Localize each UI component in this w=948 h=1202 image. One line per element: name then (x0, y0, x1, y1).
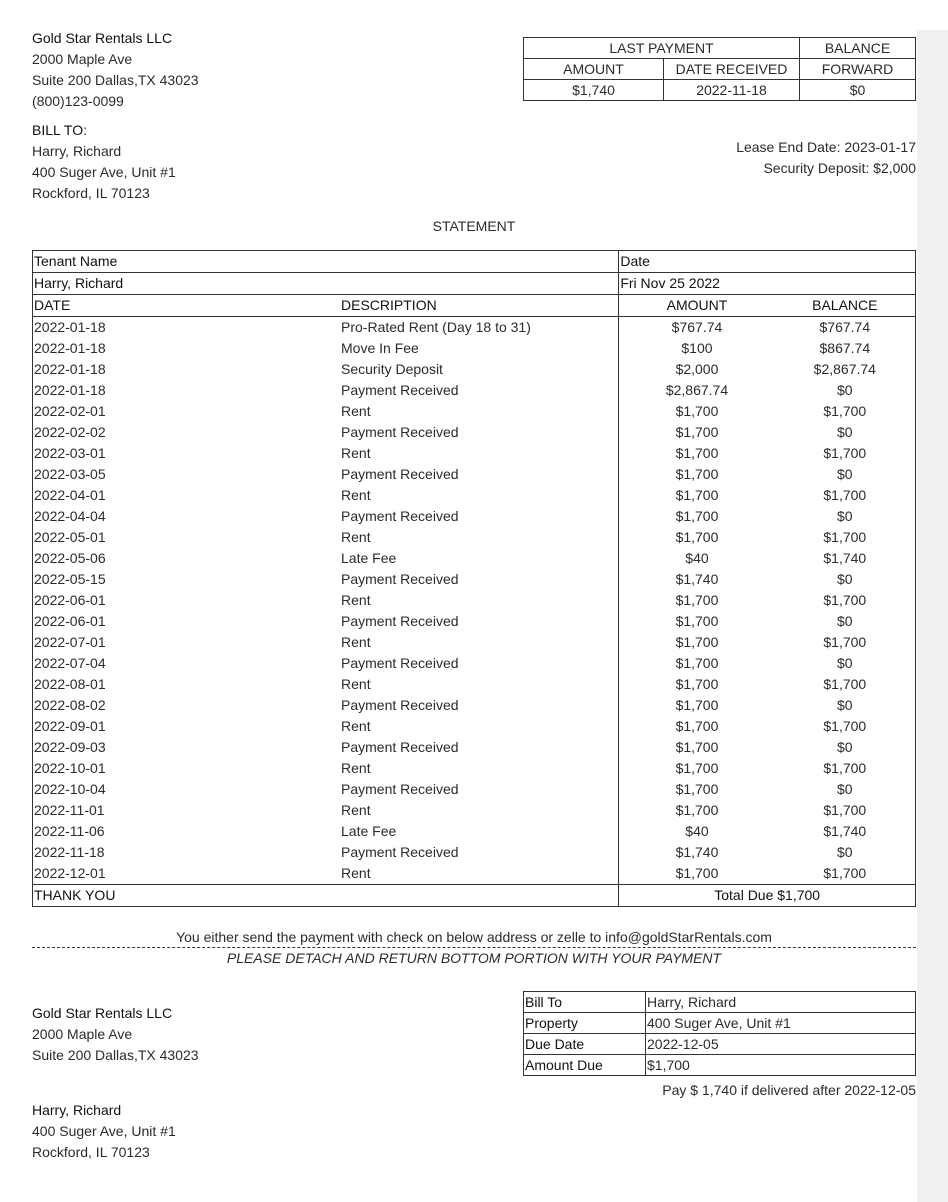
remit-company-address-line-2: Suite 200 Dallas,TX 43023 (32, 1047, 199, 1063)
row-amount: $40 (619, 548, 775, 569)
company-block (32, 28, 199, 112)
tenant-name: Harry, Richard (33, 273, 619, 295)
row-description: Rent (340, 485, 619, 506)
table-row (33, 548, 916, 569)
table-row (33, 380, 916, 401)
row-description: Rent (340, 863, 619, 885)
company-phone: (800)123-0099 (32, 93, 124, 109)
total-due: Total Due $1,700 (619, 885, 916, 907)
table-row (33, 863, 916, 885)
table-row (33, 800, 916, 821)
bill-to-address-line-1: 400 Suger Ave, Unit #1 (32, 164, 176, 180)
row-description: Payment Received (340, 569, 619, 590)
row-date: 2022-05-15 (33, 569, 341, 590)
company-name: Gold Star Rentals LLC (32, 30, 173, 46)
row-description: Rent (340, 401, 619, 422)
row-balance: $0 (775, 380, 916, 401)
remit-amount-due-value: $1,700 (646, 1055, 916, 1076)
row-description: Payment Received (340, 842, 619, 863)
bill-to-address-line-2: Rockford, IL 70123 (32, 185, 150, 201)
row-description: Move In Fee (340, 338, 619, 359)
last-payment-date: 2022-11-18 (664, 80, 800, 101)
row-balance: $2,867.74 (775, 359, 916, 380)
column-header-date: DATE (33, 295, 341, 317)
row-description: Rent (340, 674, 619, 695)
row-description: Payment Received (340, 464, 619, 485)
row-date: 2022-01-18 (33, 317, 341, 339)
row-amount: $1,700 (619, 737, 775, 758)
row-date: 2022-08-02 (33, 695, 341, 716)
table-row (33, 611, 916, 632)
row-amount: $1,700 (619, 863, 775, 885)
column-header-description: DESCRIPTION (340, 295, 619, 317)
remit-bill-to-label: Bill To (524, 992, 646, 1013)
row-amount: $1,700 (619, 464, 775, 485)
row-amount: $1,700 (619, 653, 775, 674)
table-row (33, 338, 916, 359)
row-date: 2022-03-05 (33, 464, 341, 485)
row-amount: $1,700 (619, 800, 775, 821)
row-balance: $1,700 (775, 527, 916, 548)
row-date: 2022-10-01 (33, 758, 341, 779)
row-balance: $1,700 (775, 800, 916, 821)
row-balance: $0 (775, 779, 916, 800)
row-date: 2022-04-04 (33, 506, 341, 527)
row-description: Rent (340, 758, 619, 779)
table-row (33, 716, 916, 737)
row-description: Payment Received (340, 422, 619, 443)
row-amount: $1,740 (619, 569, 775, 590)
row-balance: $1,700 (775, 758, 916, 779)
row-date: 2022-09-03 (33, 737, 341, 758)
row-date: 2022-11-01 (33, 800, 341, 821)
row-balance: $1,700 (775, 401, 916, 422)
thank-you-note: THANK YOU (33, 885, 619, 907)
statement-date: Fri Nov 25 2022 (619, 273, 916, 295)
row-balance: $1,700 (775, 863, 916, 885)
row-amount: $1,700 (619, 485, 775, 506)
last-payment-amount: $1,740 (524, 80, 664, 101)
row-amount: $1,700 (619, 779, 775, 800)
row-date: 2022-12-01 (33, 863, 341, 885)
row-amount: $1,700 (619, 401, 775, 422)
row-description: Pro-Rated Rent (Day 18 to 31) (340, 317, 619, 339)
table-row (33, 506, 916, 527)
row-amount: $100 (619, 338, 775, 359)
row-amount: $1,700 (619, 443, 775, 464)
row-balance: $0 (775, 842, 916, 863)
row-description: Rent (340, 443, 619, 464)
table-row (33, 632, 916, 653)
row-balance: $0 (775, 695, 916, 716)
row-date: 2022-02-01 (33, 401, 341, 422)
row-description: Late Fee (340, 548, 619, 569)
company-address-line-2: Suite 200 Dallas,TX 43023 (32, 72, 199, 88)
statement-title: STATEMENT (432, 218, 516, 234)
bill-to-label: BILL TO: (32, 122, 87, 138)
row-balance: $1,700 (775, 590, 916, 611)
row-balance: $0 (775, 569, 916, 590)
bill-to-block (32, 120, 176, 204)
payment-instructions: You either send the payment with check on below address or zelle to info@goldStarRentals.com (176, 929, 772, 945)
row-description: Payment Received (340, 611, 619, 632)
row-description: Payment Received (340, 653, 619, 674)
row-date: 2022-10-04 (33, 779, 341, 800)
statement-table (32, 250, 916, 907)
table-row (33, 401, 916, 422)
column-header-balance: BALANCE (775, 295, 916, 317)
row-description: Payment Received (340, 506, 619, 527)
detach-instructions: PLEASE DETACH AND RETURN BOTTOM PORTION WITH YOUR PAYMENT (226, 950, 722, 966)
row-balance: $867.74 (775, 338, 916, 359)
row-description: Payment Received (340, 779, 619, 800)
scrollbar[interactable] (917, 30, 948, 1202)
row-balance: $1,700 (775, 674, 916, 695)
row-date: 2022-01-18 (33, 380, 341, 401)
last-payment-amount-label: AMOUNT (524, 59, 664, 80)
row-date: 2022-11-18 (33, 842, 341, 863)
remit-company-address-line-1: 2000 Maple Ave (32, 1026, 133, 1042)
table-row (33, 695, 916, 716)
row-amount: $1,700 (619, 506, 775, 527)
table-row (33, 737, 916, 758)
row-date: 2022-06-01 (33, 611, 341, 632)
row-balance: $1,700 (775, 632, 916, 653)
row-amount: $1,700 (619, 695, 775, 716)
last-payment-table (523, 37, 916, 101)
balance-forward-amount: $0 (800, 80, 916, 101)
last-payment-header: LAST PAYMENT (524, 38, 800, 59)
row-description: Security Deposit (340, 359, 619, 380)
row-date: 2022-04-01 (33, 485, 341, 506)
remit-tenant-block (32, 1100, 176, 1163)
tenant-name-label: Tenant Name (33, 251, 619, 273)
row-date: 2022-09-01 (33, 716, 341, 737)
row-date: 2022-07-01 (33, 632, 341, 653)
row-balance: $0 (775, 611, 916, 632)
balance-forward-label-1: BALANCE (800, 38, 916, 59)
row-description: Rent (340, 800, 619, 821)
row-balance: $0 (775, 737, 916, 758)
row-date: 2022-06-01 (33, 590, 341, 611)
table-row (33, 758, 916, 779)
table-row (33, 527, 916, 548)
table-row (33, 443, 916, 464)
row-balance: $1,700 (775, 443, 916, 464)
row-balance: $1,740 (775, 548, 916, 569)
row-description: Rent (340, 716, 619, 737)
row-description: Rent (340, 632, 619, 653)
row-balance: $1,740 (775, 821, 916, 842)
row-description: Payment Received (340, 380, 619, 401)
row-description: Late Fee (340, 821, 619, 842)
remit-property-label: Property (524, 1013, 646, 1034)
statement-date-label: Date (619, 251, 916, 273)
company-address-line-1: 2000 Maple Ave (32, 51, 133, 67)
row-description: Rent (340, 590, 619, 611)
row-description: Payment Received (340, 737, 619, 758)
late-payment-note: Pay $ 1,740 if delivered after 2022-12-05 (662, 1082, 916, 1098)
row-balance: $767.74 (775, 317, 916, 339)
row-balance: $1,700 (775, 485, 916, 506)
row-amount: $767.74 (619, 317, 775, 339)
row-balance: $0 (775, 464, 916, 485)
row-amount: $1,700 (619, 758, 775, 779)
table-row (33, 359, 916, 380)
remit-company-name: Gold Star Rentals LLC (32, 1005, 173, 1021)
row-amount: $1,700 (619, 611, 775, 632)
row-amount: $2,000 (619, 359, 775, 380)
row-date: 2022-07-04 (33, 653, 341, 674)
row-date: 2022-05-06 (33, 548, 341, 569)
row-date: 2022-05-01 (33, 527, 341, 548)
security-deposit: Security Deposit: $2,000 (763, 160, 916, 176)
column-header-amount: AMOUNT (619, 295, 775, 317)
row-amount: $1,700 (619, 674, 775, 695)
row-balance: $0 (775, 506, 916, 527)
remit-amount-due-label: Amount Due (524, 1055, 646, 1076)
remit-company-block (32, 1003, 199, 1066)
row-amount: $1,700 (619, 422, 775, 443)
remit-bill-to-value: Harry, Richard (646, 992, 916, 1013)
row-description: Payment Received (340, 695, 619, 716)
bill-to-name: Harry, Richard (32, 143, 122, 159)
remit-table (523, 991, 916, 1076)
table-row (33, 485, 916, 506)
table-row (33, 842, 916, 863)
row-date: 2022-11-06 (33, 821, 341, 842)
row-amount: $1,700 (619, 716, 775, 737)
table-row (33, 422, 916, 443)
row-date: 2022-03-01 (33, 443, 341, 464)
table-row (33, 317, 916, 339)
table-row (33, 569, 916, 590)
last-payment-date-label: DATE RECEIVED (664, 59, 800, 80)
row-amount: $40 (619, 821, 775, 842)
row-amount: $1,700 (619, 632, 775, 653)
lease-end-date: Lease End Date: 2023-01-17 (736, 139, 916, 155)
table-row (33, 779, 916, 800)
row-date: 2022-02-02 (33, 422, 341, 443)
remit-tenant-name: Harry, Richard (32, 1102, 122, 1118)
row-amount: $1,700 (619, 527, 775, 548)
remit-property-value: 400 Suger Ave, Unit #1 (646, 1013, 916, 1034)
table-row (33, 464, 916, 485)
row-date: 2022-08-01 (33, 674, 341, 695)
remit-due-date-label: Due Date (524, 1034, 646, 1055)
table-row (33, 653, 916, 674)
remit-tenant-address-line-2: Rockford, IL 70123 (32, 1144, 150, 1160)
remit-due-date-value: 2022-12-05 (646, 1034, 916, 1055)
row-balance: $0 (775, 422, 916, 443)
table-row (33, 821, 916, 842)
lease-info (736, 137, 916, 179)
row-balance: $0 (775, 653, 916, 674)
balance-forward-label-2: FORWARD (800, 59, 916, 80)
table-row (33, 674, 916, 695)
row-date: 2022-01-18 (33, 359, 341, 380)
table-row (33, 590, 916, 611)
row-amount: $1,700 (619, 590, 775, 611)
row-date: 2022-01-18 (33, 338, 341, 359)
row-amount: $2,867.74 (619, 380, 775, 401)
row-amount: $1,740 (619, 842, 775, 863)
row-description: Rent (340, 527, 619, 548)
remit-tenant-address-line-1: 400 Suger Ave, Unit #1 (32, 1123, 176, 1139)
row-balance: $1,700 (775, 716, 916, 737)
